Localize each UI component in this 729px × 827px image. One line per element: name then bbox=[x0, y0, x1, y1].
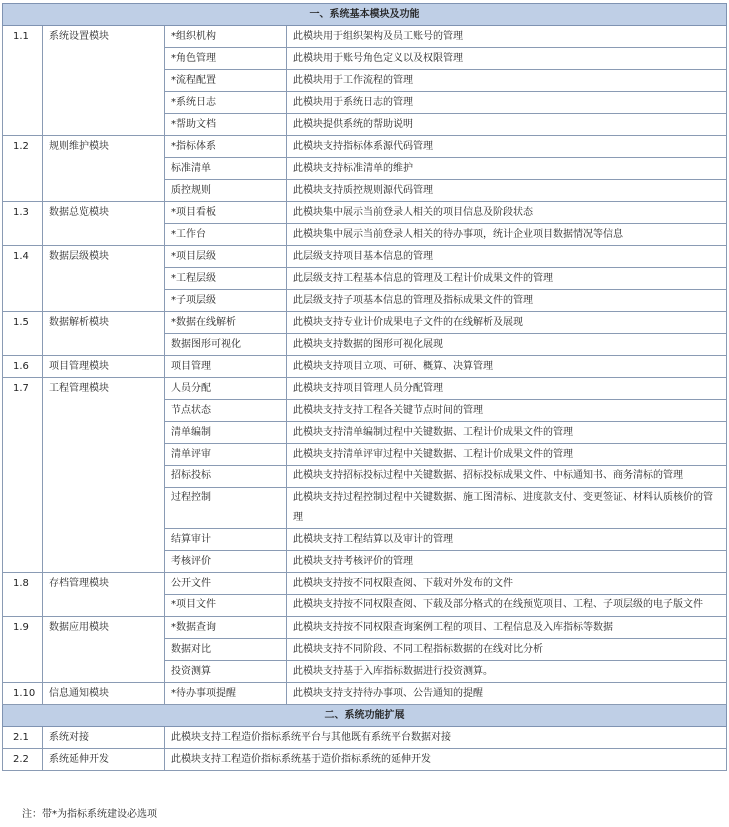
function-description: 此模块支持清单评审过程中关键数据、工程计价成果文件的管理 bbox=[287, 444, 727, 466]
function-description: 此模块支持过程控制过程中关键数据、施工图清标、进度款支付、变更签证、材料认质核价的管理 bbox=[287, 488, 727, 529]
module-name: 数据应用模块 bbox=[43, 617, 165, 683]
table-row bbox=[3, 378, 727, 400]
table-row bbox=[3, 683, 727, 705]
section-header bbox=[3, 4, 727, 26]
module-number: 1.2 bbox=[3, 136, 43, 202]
table-row bbox=[3, 356, 727, 378]
section-title: 一、系统基本模块及功能 bbox=[3, 4, 727, 26]
function-name: *子项层级 bbox=[165, 290, 287, 312]
function-name: *组织机构 bbox=[165, 26, 287, 48]
extension-description: 此模块支持工程造价指标系统平台与其他既有系统平台数据对接 bbox=[165, 727, 727, 749]
module-number: 1.1 bbox=[3, 26, 43, 136]
function-name: 清单编制 bbox=[165, 422, 287, 444]
function-name: 数据对比 bbox=[165, 639, 287, 661]
module-number: 2.1 bbox=[3, 727, 43, 749]
function-name: 结算审计 bbox=[165, 529, 287, 551]
function-description: 此层级支持项目基本信息的管理 bbox=[287, 246, 727, 268]
module-table-body bbox=[3, 4, 727, 771]
function-description: 此模块支持按不同权限查询案例工程的项目、工程信息及入库指标等数据 bbox=[287, 617, 727, 639]
function-name: 考核评价 bbox=[165, 551, 287, 573]
function-description: 此模块支持项目管理人员分配管理 bbox=[287, 378, 727, 400]
function-name: 过程控制 bbox=[165, 488, 287, 529]
table-row bbox=[3, 749, 727, 771]
function-description: 此模块支持清单编制过程中关键数据、工程计价成果文件的管理 bbox=[287, 422, 727, 444]
module-name: 数据总览模块 bbox=[43, 202, 165, 246]
module-name: 工程管理模块 bbox=[43, 378, 165, 573]
function-name: 人员分配 bbox=[165, 378, 287, 400]
function-description: 此模块用于工作流程的管理 bbox=[287, 70, 727, 92]
function-description: 此模块集中展示当前登录人相关的待办事项，统计企业项目数据情况等信息 bbox=[287, 224, 727, 246]
function-description: 此模块支持数据的图形可视化展现 bbox=[287, 334, 727, 356]
module-number: 1.8 bbox=[3, 573, 43, 617]
function-description: 此模块集中展示当前登录人相关的项目信息及阶段状态 bbox=[287, 202, 727, 224]
function-description: 此模块用于系统日志的管理 bbox=[287, 92, 727, 114]
function-description: 此模块支持基于入库指标数据进行投资测算。 bbox=[287, 661, 727, 683]
function-description: 此模块支持不同阶段、不同工程指标数据的在线对比分析 bbox=[287, 639, 727, 661]
function-name: *项目看板 bbox=[165, 202, 287, 224]
table-row bbox=[3, 312, 727, 334]
table-row bbox=[3, 727, 727, 749]
module-number: 1.5 bbox=[3, 312, 43, 356]
module-name: 数据解析模块 bbox=[43, 312, 165, 356]
module-name: 存档管理模块 bbox=[43, 573, 165, 617]
table-row bbox=[3, 573, 727, 595]
function-name: 标准清单 bbox=[165, 158, 287, 180]
module-name: 数据层级模块 bbox=[43, 246, 165, 312]
module-name: 规则维护模块 bbox=[43, 136, 165, 202]
function-description: 此模块支持招标投标过程中关键数据、招标投标成果文件、中标通知书、商务清标的管理 bbox=[287, 466, 727, 488]
function-description: 此模块支持标准清单的维护 bbox=[287, 158, 727, 180]
function-description: 此模块支持专业计价成果电子文件的在线解析及展现 bbox=[287, 312, 727, 334]
function-name: 节点状态 bbox=[165, 400, 287, 422]
table-row bbox=[3, 202, 727, 224]
table-row bbox=[3, 246, 727, 268]
module-number: 1.3 bbox=[3, 202, 43, 246]
function-name: 公开文件 bbox=[165, 573, 287, 595]
function-name: *工作台 bbox=[165, 224, 287, 246]
function-description: 此模块支持指标体系源代码管理 bbox=[287, 136, 727, 158]
function-description: 此层级支持工程基本信息的管理及工程计价成果文件的管理 bbox=[287, 268, 727, 290]
function-description: 此模块支持按不同权限查阅、下载对外发布的文件 bbox=[287, 573, 727, 595]
function-description: 此模块支持考核评价的管理 bbox=[287, 551, 727, 573]
module-number: 1.6 bbox=[3, 356, 43, 378]
function-description: 此模块支持项目立项、可研、概算、决算管理 bbox=[287, 356, 727, 378]
function-description: 此模块提供系统的帮助说明 bbox=[287, 114, 727, 136]
function-name: *待办事项提醒 bbox=[165, 683, 287, 705]
section-title: 二、系统功能扩展 bbox=[3, 705, 727, 727]
module-number: 1.9 bbox=[3, 617, 43, 683]
module-name: 系统延伸开发 bbox=[43, 749, 165, 771]
function-description: 此模块用于账号角色定义以及权限管理 bbox=[287, 48, 727, 70]
function-description: 此模块用于组织架构及员工账号的管理 bbox=[287, 26, 727, 48]
function-name: *项目文件 bbox=[165, 595, 287, 617]
function-name: 数据图形可视化 bbox=[165, 334, 287, 356]
table-row bbox=[3, 617, 727, 639]
function-name: 清单评审 bbox=[165, 444, 287, 466]
module-number: 2.2 bbox=[3, 749, 43, 771]
function-description: 此模块支持工程结算以及审计的管理 bbox=[287, 529, 727, 551]
function-description: 此模块支持按不同权限查阅、下载及部分格式的在线预览项目、工程、子项层级的电子版文件 bbox=[287, 595, 727, 617]
function-name: *指标体系 bbox=[165, 136, 287, 158]
function-name: *项目层级 bbox=[165, 246, 287, 268]
module-number: 1.4 bbox=[3, 246, 43, 312]
function-description: 此模块支持支持待办事项、公告通知的提醒 bbox=[287, 683, 727, 705]
module-name: 系统设置模块 bbox=[43, 26, 165, 136]
function-name: *帮助文档 bbox=[165, 114, 287, 136]
function-name: *流程配置 bbox=[165, 70, 287, 92]
function-name: *角色管理 bbox=[165, 48, 287, 70]
module-number: 1.7 bbox=[3, 378, 43, 573]
table-row bbox=[3, 26, 727, 48]
module-name: 系统对接 bbox=[43, 727, 165, 749]
module-name: 信息通知模块 bbox=[43, 683, 165, 705]
function-description: 此模块支持质控规则源代码管理 bbox=[287, 180, 727, 202]
footnote: 注：带*为指标系统建设必选项 bbox=[22, 809, 157, 820]
function-description: 此模块支持支持工程各关键节点时间的管理 bbox=[287, 400, 727, 422]
function-name: 招标投标 bbox=[165, 466, 287, 488]
function-name: 项目管理 bbox=[165, 356, 287, 378]
module-table bbox=[2, 3, 727, 771]
extension-description: 此模块支持工程造价指标系统基于造价指标系统的延伸开发 bbox=[165, 749, 727, 771]
function-name: *工程层级 bbox=[165, 268, 287, 290]
function-name: 质控规则 bbox=[165, 180, 287, 202]
function-name: 投资测算 bbox=[165, 661, 287, 683]
section-header bbox=[3, 705, 727, 727]
module-name: 项目管理模块 bbox=[43, 356, 165, 378]
module-number: 1.10 bbox=[3, 683, 43, 705]
table-row bbox=[3, 136, 727, 158]
function-description: 此层级支持子项基本信息的管理及指标成果文件的管理 bbox=[287, 290, 727, 312]
function-name: *数据查询 bbox=[165, 617, 287, 639]
function-name: *系统日志 bbox=[165, 92, 287, 114]
function-name: *数据在线解析 bbox=[165, 312, 287, 334]
